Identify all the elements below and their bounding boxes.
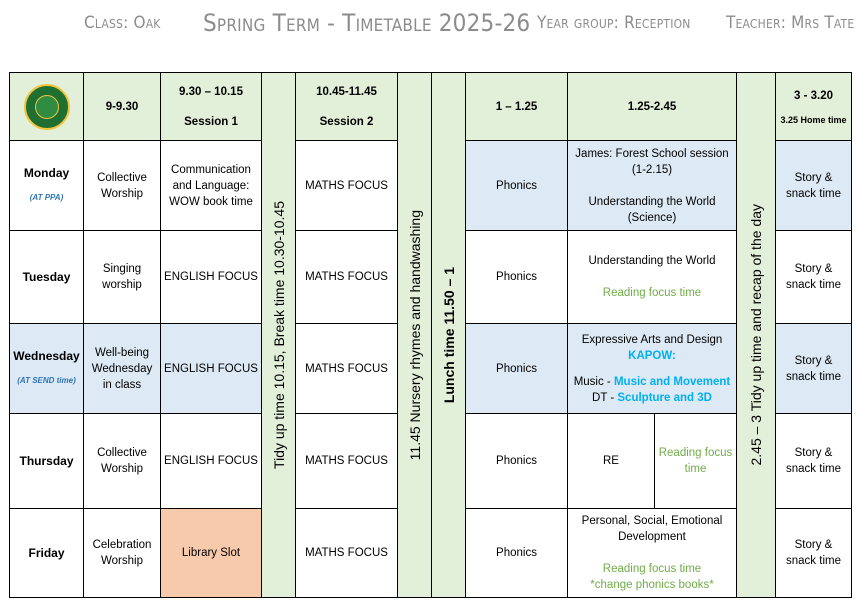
cell: Phonics bbox=[466, 324, 568, 414]
day-cell-monday bbox=[10, 141, 84, 231]
cell-line: Understanding the World (Science) bbox=[588, 195, 716, 224]
day-cell-thursday bbox=[10, 414, 84, 509]
home-time-label: 3.25 Home time bbox=[780, 114, 847, 125]
cell-line: DT - bbox=[592, 391, 615, 404]
session-1-label: Session 1 bbox=[184, 115, 238, 128]
lunch-column bbox=[432, 73, 466, 598]
session-2-time: 10.45-11.45 bbox=[316, 85, 377, 98]
header-row bbox=[10, 73, 852, 141]
nursery-label: 11.45 Nursery rhymes and handwashing bbox=[406, 209, 423, 461]
cell: MATHS FOCUS bbox=[296, 141, 398, 231]
day-note: (AT PPA) bbox=[29, 193, 64, 202]
cell: Library Slot bbox=[161, 509, 262, 598]
col-header-session-1 bbox=[161, 73, 262, 141]
cell: Communication and Language: WOW book time bbox=[161, 141, 262, 231]
cell: Well-being Wednesday in class bbox=[84, 324, 161, 414]
cell: Story & snack time bbox=[776, 141, 852, 231]
cell: Story & snack time bbox=[776, 414, 852, 509]
cell: Phonics bbox=[466, 414, 568, 509]
day-cell-tuesday bbox=[10, 231, 84, 324]
cell: Collective Worship bbox=[84, 141, 161, 231]
session-2-label: Session 2 bbox=[319, 115, 374, 128]
cell-line: *change phonics books* bbox=[590, 579, 714, 591]
cell-line: Sculpture and 3D bbox=[617, 391, 712, 404]
year-group-label: Year group: Reception bbox=[537, 13, 691, 33]
lunch-label: Lunch time 11.50 – 1 bbox=[440, 266, 457, 404]
cell: MATHS FOCUS bbox=[296, 231, 398, 324]
day-label: Tuesday bbox=[22, 269, 71, 284]
class-label: Class: Oak bbox=[84, 13, 161, 33]
cell: Story & snack time bbox=[776, 324, 852, 414]
cell: MATHS FOCUS bbox=[296, 324, 398, 414]
cell: Phonics bbox=[466, 509, 568, 598]
cell: ENGLISH FOCUS bbox=[161, 231, 262, 324]
col-header-3-320 bbox=[776, 73, 852, 141]
tidy-label: 2.45 – 3 Tidy up time and recap of the day bbox=[748, 204, 764, 466]
cell bbox=[568, 324, 737, 414]
cell bbox=[568, 141, 737, 231]
cell bbox=[568, 509, 737, 598]
col-header-session-2 bbox=[296, 73, 398, 141]
cell-line: Reading focus time bbox=[602, 287, 702, 299]
col-header-1-125: 1 – 1.25 bbox=[466, 73, 568, 141]
break-label: Tidy up time 10.15, Break time 10.30-10.45 bbox=[270, 201, 287, 469]
cell: MATHS FOCUS bbox=[296, 414, 398, 509]
day-cell-friday bbox=[10, 509, 84, 598]
day-label: Friday bbox=[28, 545, 65, 560]
day-label: Monday bbox=[23, 166, 70, 180]
cell-line: Personal, Social, Emotional Development bbox=[581, 515, 723, 543]
cell: Story & snack time bbox=[776, 509, 852, 598]
cell: Reading focus time bbox=[655, 414, 737, 509]
cell: Collective Worship bbox=[84, 414, 161, 509]
cell: Phonics bbox=[466, 141, 568, 231]
cell-line: Understanding the World bbox=[588, 255, 716, 267]
cell: Celebration Worship bbox=[84, 509, 161, 598]
tidy-column bbox=[737, 73, 776, 598]
cell: Story & snack time bbox=[776, 231, 852, 324]
cell-line: KAPOW: bbox=[628, 349, 676, 362]
school-crest-icon bbox=[24, 84, 70, 130]
session-1-time: 9.30 – 10.15 bbox=[179, 85, 243, 98]
cell: MATHS FOCUS bbox=[296, 509, 398, 598]
cell-line: Music - bbox=[573, 375, 611, 388]
logo-cell bbox=[10, 73, 84, 141]
page-title: Spring Term - Timetable 2025-26 bbox=[203, 9, 531, 37]
cell: Singing worship bbox=[84, 231, 161, 324]
cell-line: Music and Movement bbox=[613, 375, 731, 388]
cell: RE bbox=[568, 414, 655, 509]
cell bbox=[568, 231, 737, 324]
cell-line: James: Forest School session (1-2.15) bbox=[575, 147, 729, 176]
cell-line: Reading focus time bbox=[602, 563, 702, 575]
day-note: (AT SEND time) bbox=[17, 376, 76, 385]
cell: ENGLISH FOCUS bbox=[161, 414, 262, 509]
story-time-label: 3 - 3.20 bbox=[794, 89, 833, 102]
timetable bbox=[9, 72, 852, 598]
cell-line: Expressive Arts and Design bbox=[581, 333, 723, 346]
cell: ENGLISH FOCUS bbox=[161, 324, 262, 414]
col-header-9-930: 9-9.30 bbox=[84, 73, 161, 141]
cell: Phonics bbox=[466, 231, 568, 324]
day-label: Wednesday bbox=[13, 349, 80, 363]
break-column bbox=[262, 73, 296, 598]
col-header-125-245: 1.25-2.45 bbox=[568, 73, 737, 141]
nursery-column bbox=[398, 73, 432, 598]
day-cell-wednesday bbox=[10, 324, 84, 414]
teacher-label: Teacher: Mrs Tate bbox=[726, 13, 855, 33]
day-label: Thursday bbox=[19, 453, 74, 468]
